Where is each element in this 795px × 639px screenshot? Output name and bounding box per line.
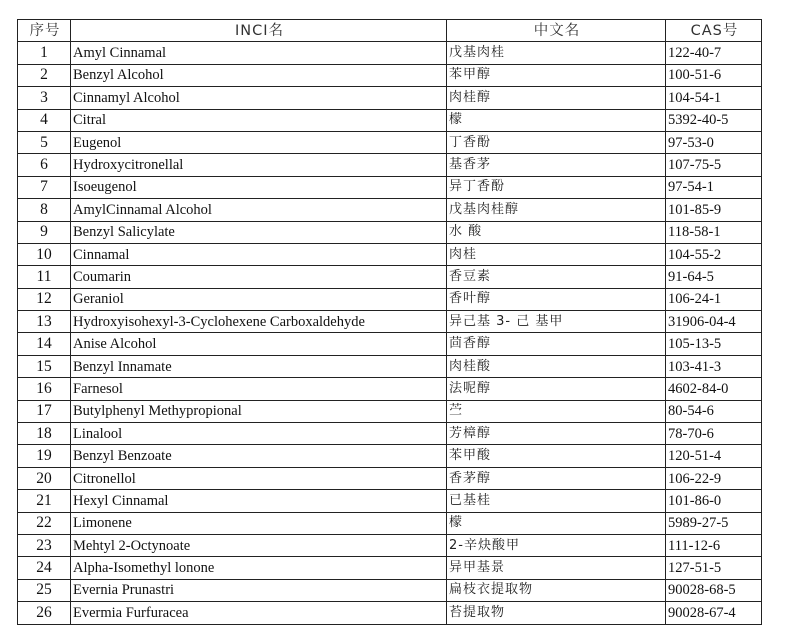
table-row <box>18 602 762 624</box>
table-row <box>18 266 762 288</box>
chinese-name-cell: 2-辛炔酸甲 <box>447 534 666 556</box>
inci-name-cell: Hydroxyisohexyl-3-Cyclohexene Carboxaldehyde <box>71 311 447 333</box>
chinese-name-cell: 水 酸 <box>447 221 666 243</box>
cas-number-cell: 90028-67-4 <box>666 602 762 624</box>
row-number: 22 <box>18 512 71 534</box>
cas-number-cell: 107-75-5 <box>666 154 762 176</box>
table-row <box>18 378 762 400</box>
chinese-name-cell: 香茅醇 <box>447 467 666 489</box>
chinese-name-cell: 苔提取物 <box>447 602 666 624</box>
table-row <box>18 445 762 467</box>
table-row <box>18 176 762 198</box>
inci-name-cell: Amyl Cinnamal <box>71 42 447 64</box>
table-body <box>18 42 762 624</box>
row-number: 26 <box>18 602 71 624</box>
chinese-name-cell: 肉桂醇 <box>447 87 666 109</box>
row-number: 19 <box>18 445 71 467</box>
table-row <box>18 288 762 310</box>
row-number: 20 <box>18 467 71 489</box>
chinese-name-cell: 芳樟醇 <box>447 423 666 445</box>
table-row <box>18 311 762 333</box>
cas-number-cell: 101-86-0 <box>666 490 762 512</box>
chinese-name-cell: 肉桂酸 <box>447 355 666 377</box>
chinese-name-cell: 戊基肉桂醇 <box>447 199 666 221</box>
cas-number-cell: 106-22-9 <box>666 467 762 489</box>
inci-fragrance-table <box>17 19 762 625</box>
inci-name-cell: Evermia Furfuracea <box>71 602 447 624</box>
cas-number-cell: 5392-40-5 <box>666 109 762 131</box>
row-number: 15 <box>18 355 71 377</box>
chinese-name-cell: 檬 <box>447 109 666 131</box>
inci-name-cell: Evernia Prunastri <box>71 579 447 601</box>
inci-name-cell: Anise Alcohol <box>71 333 447 355</box>
inci-name-cell: Eugenol <box>71 131 447 153</box>
chinese-name-cell: 法呢醇 <box>447 378 666 400</box>
row-number: 6 <box>18 154 71 176</box>
cas-number-cell: 106-24-1 <box>666 288 762 310</box>
table-row <box>18 423 762 445</box>
inci-name-cell: Mehtyl 2-Octynoate <box>71 534 447 556</box>
chinese-name-cell: 扁枝衣提取物 <box>447 579 666 601</box>
table-row <box>18 534 762 556</box>
inci-name-cell: Benzyl Alcohol <box>71 64 447 86</box>
cas-number-cell: 4602-84-0 <box>666 378 762 400</box>
inci-name-cell: Coumarin <box>71 266 447 288</box>
header-row <box>18 20 762 42</box>
table-row <box>18 557 762 579</box>
chinese-name-cell: 异丁香酚 <box>447 176 666 198</box>
table-row <box>18 154 762 176</box>
row-number: 11 <box>18 266 71 288</box>
chinese-name-cell: 异己基 3- 己 基甲 <box>447 311 666 333</box>
inci-name-cell: Alpha-Isomethyl lonone <box>71 557 447 579</box>
table-row <box>18 87 762 109</box>
row-number: 12 <box>18 288 71 310</box>
table-row <box>18 333 762 355</box>
chinese-name-cell: 苯甲酸 <box>447 445 666 467</box>
chinese-name-cell: 苎 <box>447 400 666 422</box>
cas-number-cell: 31906-04-4 <box>666 311 762 333</box>
cas-number-cell: 111-12-6 <box>666 534 762 556</box>
cas-number-cell: 97-53-0 <box>666 131 762 153</box>
cas-number-cell: 118-58-1 <box>666 221 762 243</box>
cas-number-cell: 104-55-2 <box>666 243 762 265</box>
inci-name-cell: Hexyl Cinnamal <box>71 490 447 512</box>
row-number: 5 <box>18 131 71 153</box>
inci-name-cell: Butylphenyl Methypropional <box>71 400 447 422</box>
chinese-name-cell: 苯甲醇 <box>447 64 666 86</box>
inci-name-cell: Cinnamal <box>71 243 447 265</box>
table-row <box>18 64 762 86</box>
inci-name-cell: Citral <box>71 109 447 131</box>
header-chinese-name: 中文名 <box>447 20 666 42</box>
table-row <box>18 243 762 265</box>
row-number: 1 <box>18 42 71 64</box>
chinese-name-cell: 基香茅 <box>447 154 666 176</box>
table-row <box>18 512 762 534</box>
row-number: 10 <box>18 243 71 265</box>
cas-number-cell: 103-41-3 <box>666 355 762 377</box>
row-number: 7 <box>18 176 71 198</box>
cas-number-cell: 104-54-1 <box>666 87 762 109</box>
inci-name-cell: Linalool <box>71 423 447 445</box>
row-number: 13 <box>18 311 71 333</box>
row-number: 17 <box>18 400 71 422</box>
row-number: 24 <box>18 557 71 579</box>
cas-number-cell: 100-51-6 <box>666 64 762 86</box>
row-number: 2 <box>18 64 71 86</box>
cas-number-cell: 91-64-5 <box>666 266 762 288</box>
table-row <box>18 42 762 64</box>
cas-number-cell: 101-85-9 <box>666 199 762 221</box>
chinese-name-cell: 已基桂 <box>447 490 666 512</box>
row-number: 9 <box>18 221 71 243</box>
cas-number-cell: 97-54-1 <box>666 176 762 198</box>
chinese-name-cell: 肉桂 <box>447 243 666 265</box>
row-number: 16 <box>18 378 71 400</box>
table-row <box>18 400 762 422</box>
table-row <box>18 355 762 377</box>
cas-number-cell: 120-51-4 <box>666 445 762 467</box>
table-row <box>18 109 762 131</box>
chinese-name-cell: 檬 <box>447 512 666 534</box>
header-inci-name: INCI名 <box>71 20 447 42</box>
inci-name-cell: Benzyl Benzoate <box>71 445 447 467</box>
row-number: 14 <box>18 333 71 355</box>
header-number: 序号 <box>18 20 71 42</box>
table-row <box>18 131 762 153</box>
inci-name-cell: AmylCinnamal Alcohol <box>71 199 447 221</box>
cas-number-cell: 78-70-6 <box>666 423 762 445</box>
inci-name-cell: Citronellol <box>71 467 447 489</box>
row-number: 18 <box>18 423 71 445</box>
row-number: 8 <box>18 199 71 221</box>
chinese-name-cell: 香叶醇 <box>447 288 666 310</box>
inci-name-cell: Isoeugenol <box>71 176 447 198</box>
chinese-name-cell: 香豆素 <box>447 266 666 288</box>
chinese-name-cell: 丁香酚 <box>447 131 666 153</box>
cas-number-cell: 5989-27-5 <box>666 512 762 534</box>
inci-name-cell: Benzyl Innamate <box>71 355 447 377</box>
table-row <box>18 199 762 221</box>
header-cas-number: CAS号 <box>666 20 762 42</box>
row-number: 4 <box>18 109 71 131</box>
inci-name-cell: Benzyl Salicylate <box>71 221 447 243</box>
row-number: 21 <box>18 490 71 512</box>
cas-number-cell: 90028-68-5 <box>666 579 762 601</box>
cas-number-cell: 105-13-5 <box>666 333 762 355</box>
inci-name-cell: Farnesol <box>71 378 447 400</box>
inci-name-cell: Geraniol <box>71 288 447 310</box>
table-row <box>18 221 762 243</box>
chinese-name-cell: 异甲基景 <box>447 557 666 579</box>
inci-name-cell: Hydroxycitronellal <box>71 154 447 176</box>
cas-number-cell: 127-51-5 <box>666 557 762 579</box>
cas-number-cell: 80-54-6 <box>666 400 762 422</box>
row-number: 25 <box>18 579 71 601</box>
chinese-name-cell: 戊基肉桂 <box>447 42 666 64</box>
chinese-name-cell: 茴香醇 <box>447 333 666 355</box>
table-row <box>18 490 762 512</box>
cas-number-cell: 122-40-7 <box>666 42 762 64</box>
inci-name-cell: Limonene <box>71 512 447 534</box>
inci-name-cell: Cinnamyl Alcohol <box>71 87 447 109</box>
row-number: 3 <box>18 87 71 109</box>
table-row <box>18 467 762 489</box>
row-number: 23 <box>18 534 71 556</box>
table-row <box>18 579 762 601</box>
